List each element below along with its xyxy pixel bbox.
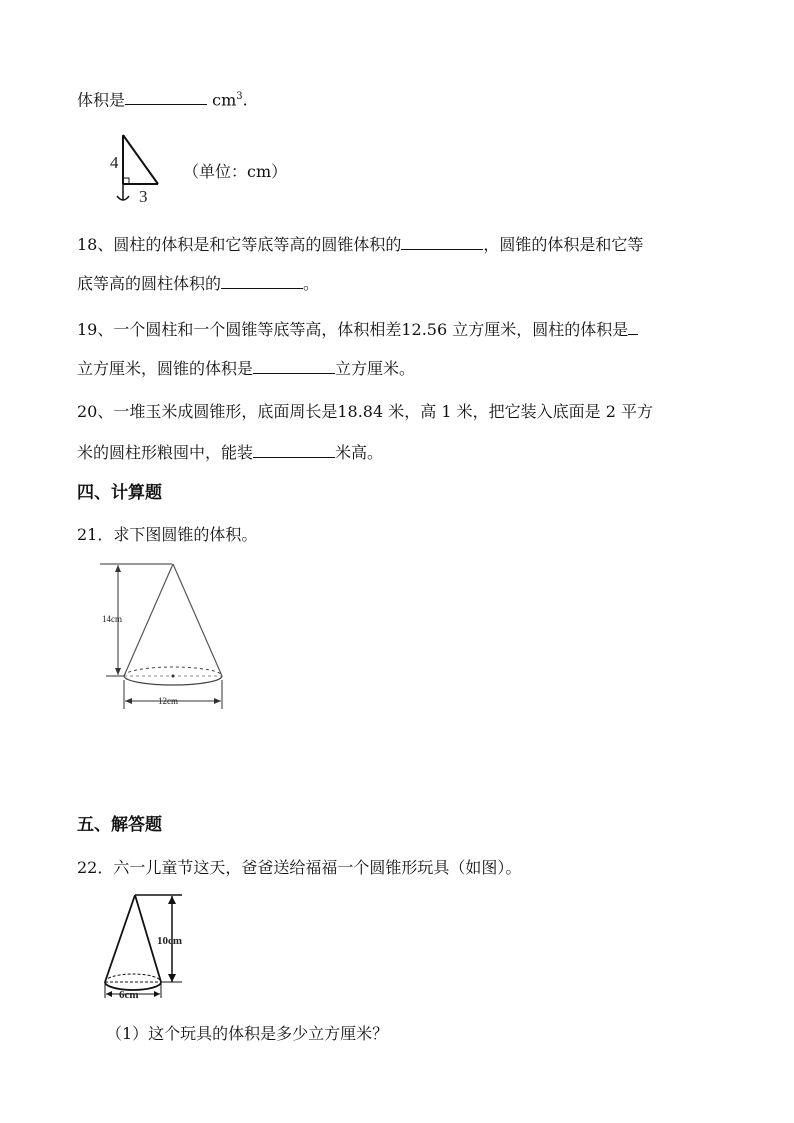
q17-unit-sup: 3: [236, 91, 243, 102]
q22-diameter-label: 6cm: [119, 989, 139, 1001]
q21-diameter-arrow-left-icon: [125, 698, 132, 704]
q21-diameter-label: 12cm: [158, 696, 178, 706]
q17-triangle-figure: [110, 130, 170, 210]
q22-cone-figure: [100, 890, 210, 1005]
q20-line1: [77, 401, 653, 423]
q22-height-label: 10cm: [157, 935, 183, 947]
q19-blank-1[interactable]: [628, 318, 638, 335]
q22-text: 22．六一儿童节这天，爸爸送给福福一个圆锥形玩具（如图）。: [77, 858, 522, 877]
q21-text: 21．求下图圆锥的体积。: [77, 525, 258, 544]
q20-text-b: 米的圆柱形粮囤中，能装: [77, 443, 254, 462]
q21-cone-figure: [100, 556, 230, 716]
q17-unit: cm: [212, 90, 237, 110]
q17-answer-line: [77, 86, 248, 111]
q17-answer-blank[interactable]: [125, 88, 207, 105]
q19-text-b: 立方厘米，圆锥的体积是: [77, 359, 254, 378]
q19-text-a: 19、一个圆柱和一个圆锥等底等高，体积相差12.56 立方厘米，圆柱的体积是: [77, 320, 629, 339]
q20-text-a: 20、一堆玉米成圆锥形，底面周长是18.84 米，高 1 米，把它装入底面是 2 平方: [77, 402, 653, 421]
q18-blank-1[interactable]: [401, 233, 483, 250]
q22-base-back-arc: [105, 974, 161, 982]
q18-blank-2[interactable]: [221, 272, 303, 289]
q22-height-arrow-bottom-icon: [168, 974, 176, 982]
q19-line1: [77, 318, 638, 341]
q22-diameter-arrow-right-icon: [154, 991, 160, 997]
q18-line1: [77, 233, 643, 256]
section5-heading: 五、解答题: [77, 815, 162, 835]
q21-height-arrow-top-icon: [115, 565, 121, 572]
q21-cone-left-edge: [124, 564, 173, 676]
q22-diameter-arrow-left-icon: [106, 991, 112, 997]
q17-unit-end: .: [242, 90, 248, 110]
q21-height-arrow-bottom-icon: [115, 668, 121, 675]
q18-text-a: 18、圆柱的体积是和它等底等高的圆锥体积的: [77, 235, 402, 254]
q22-height-arrow-top-icon: [168, 896, 176, 904]
q20-line2: [77, 441, 383, 464]
q19-blank-2[interactable]: [253, 357, 335, 374]
q21-base-center: [172, 675, 175, 678]
q17-triangle-hypotenuse: [123, 135, 158, 184]
q22-cone-left-edge: [105, 895, 135, 982]
q22-sub1: （1）这个玩具的体积是多少立方厘米？: [106, 1024, 389, 1043]
q21-cone-right-edge: [173, 564, 222, 676]
q18-text-c: 底等高的圆柱体积的: [77, 274, 222, 293]
q18-line2: [77, 272, 319, 295]
q17-prefix: 体积是: [77, 90, 126, 110]
q18-text-b: ，圆锥的体积是和它等: [483, 235, 644, 254]
q20-blank[interactable]: [253, 441, 335, 458]
q20-text-c: 米高。: [335, 443, 384, 462]
section4-heading: 四、计算题: [77, 483, 162, 503]
q21-height-label: 14cm: [102, 614, 122, 624]
q17-label-base: 3: [139, 187, 148, 206]
q21-diameter-arrow-right-icon: [214, 698, 221, 704]
q17-label-height: 4: [110, 153, 119, 172]
q18-text-d: 。: [303, 274, 320, 293]
q17-unit-note: （单位：cm）: [183, 162, 288, 181]
q19-line2: [77, 357, 415, 380]
q19-text-c: 立方厘米。: [335, 359, 416, 378]
